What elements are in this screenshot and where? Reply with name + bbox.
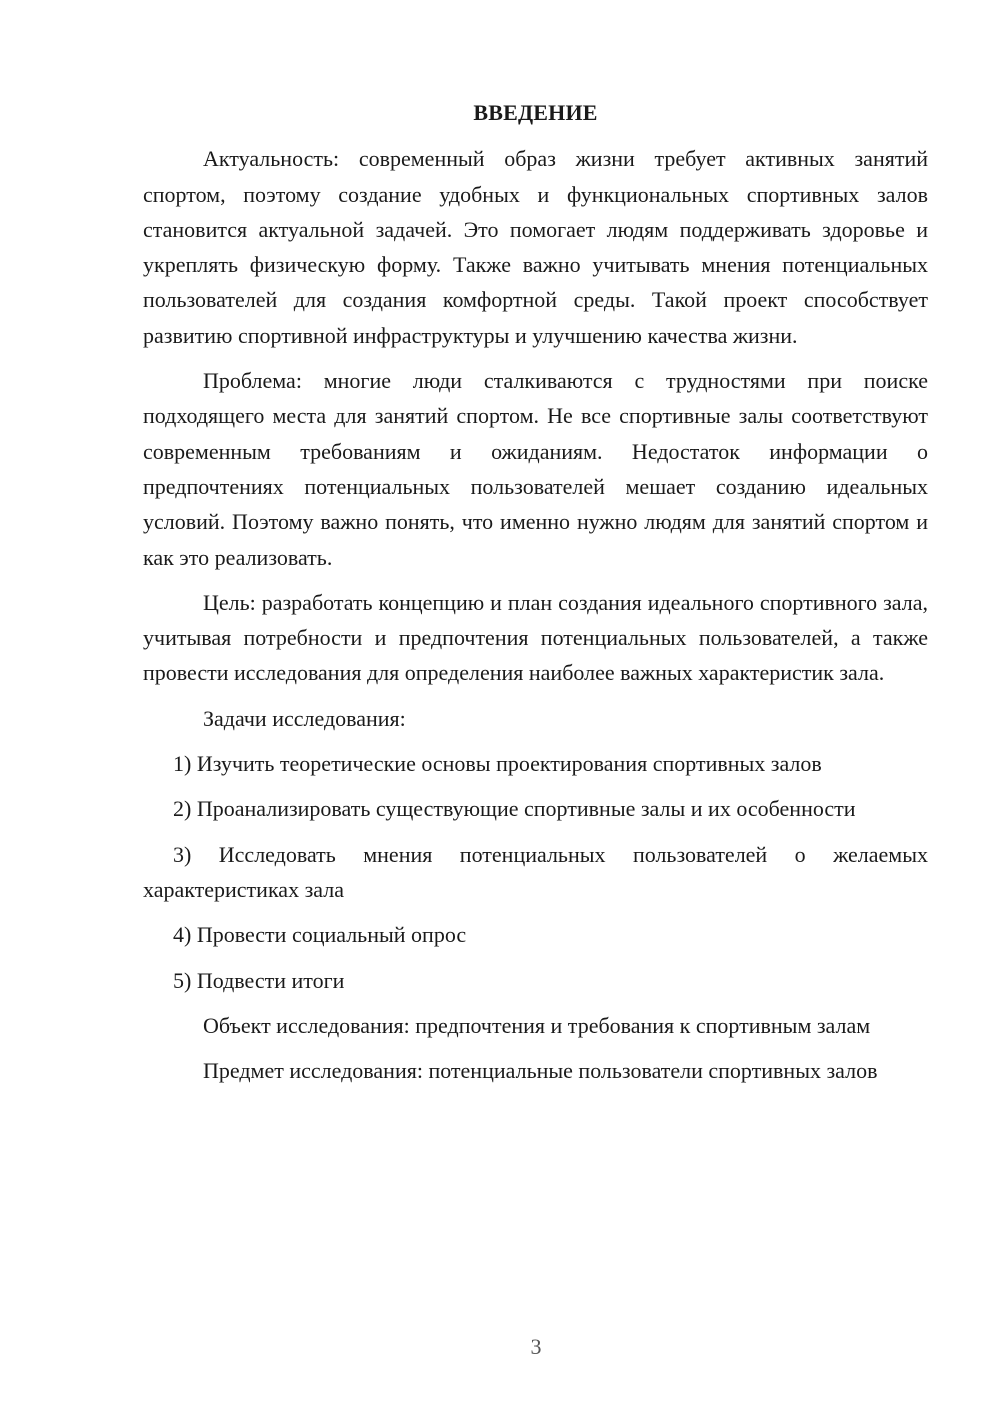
relevance-paragraph: Актуальность: современный образ жизни требует активных занятий спортом, поэтому создание удобных и функциональных спортивных залов становится актуальной задачей. Это помогает людям поддерживать здоровье и укреплять физическую форму. Также важно учитывать мнения потенциальных пользователей для создания комфортной среды. Такой проект способствует развитию спортивной инфраструктуры и улучшению качества жизни. [143, 146, 928, 348]
tasks-heading: Задачи исследования: [203, 705, 406, 731]
page-number: 3 [530, 1334, 542, 1359]
task-item-3: 3) Исследовать мнения потенциальных пользователей о желаемых характеристиках зала [143, 841, 928, 902]
subject-paragraph: Предмет исследования: потенциальные пользователи спортивных залов [203, 1058, 878, 1084]
task-item-1: 1) Изучить теоретические основы проектирования спортивных залов [173, 751, 822, 777]
task-item-2: 2) Проанализировать существующие спортивные залы и их особенности [173, 796, 856, 822]
goal-paragraph: Цель: разработать концепцию и план создания идеального спортивного зала, учитывая потребности и предпочтения потенциальных пользователей, а также провести исследования для определения наиболее важных характеристик зала. [143, 589, 928, 686]
task-item-5: 5) Подвести итоги [173, 967, 345, 993]
section-title: ВВЕДЕНИЕ [473, 100, 598, 125]
problem-paragraph: Проблема: многие люди сталкиваются с трудностями при поиске подходящего места для занятий спортом. Не все спортивные залы соответствуют современным требованиям и ожиданиям. Недостаток информации о предпочтениях потенциальных пользователей мешает созданию идеальных условий. Поэтому важно понять, что именно нужно людям для занятий спортом и как это реализовать. [143, 368, 928, 570]
page-content [143, 95, 928, 1088]
task-item-4: 4) Провести социальный опрос [173, 922, 467, 948]
object-paragraph: Объект исследования: предпочтения и требования к спортивным залам [203, 1012, 871, 1038]
